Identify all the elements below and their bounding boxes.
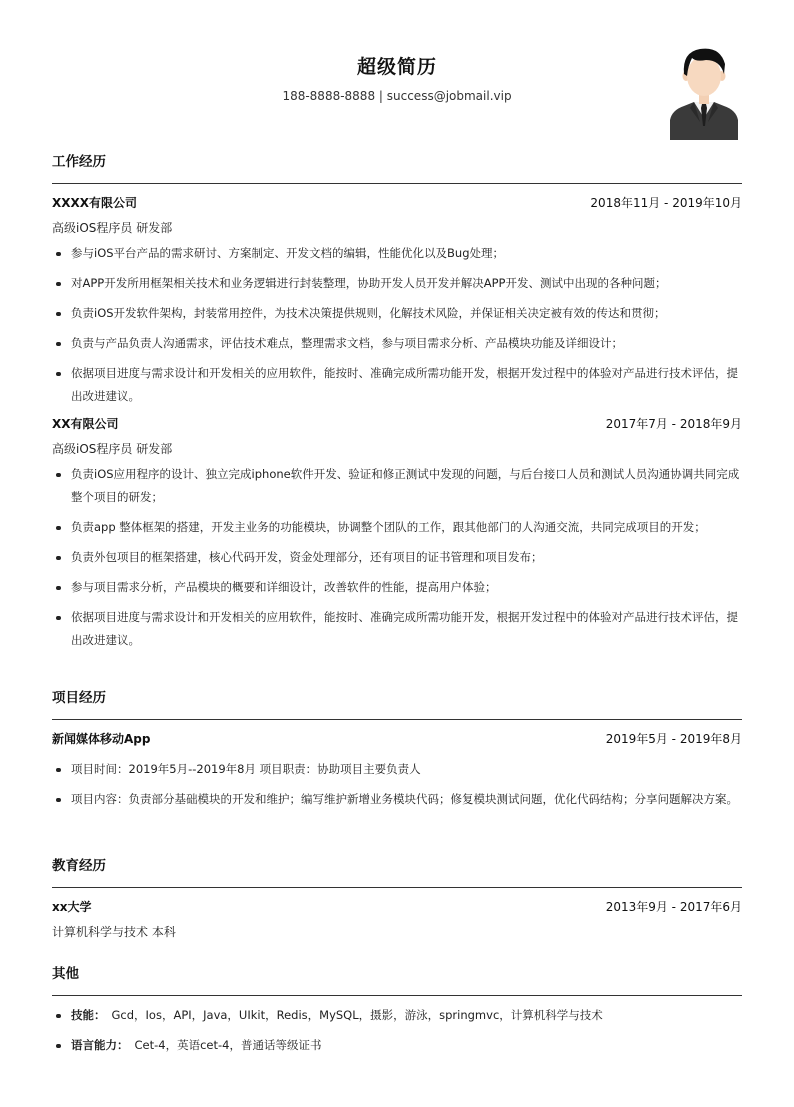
education-entry-header [52,895,742,920]
skills-label: 技能： [71,1008,106,1022]
major: 计算机科学与技术 本科 [52,925,176,939]
skills-item [52,1004,742,1027]
project-entry-header [52,727,742,752]
work-period: 2017年7月 - 2018年9月 [605,417,742,431]
work-entry-2-list [52,463,742,652]
other-section [52,960,742,1057]
list-item: 对APP开发所用框架相关技术和业务逻辑进行封装整理，协助开发人员开发并解决APP开发、测试中出现的各种问题； [52,272,742,295]
list-item: 依据项目进度与需求设计和开发相关的应用软件，能按时、准确完成所需功能开发，根据开发过程中的体验对产品进行技术评估，提出改进建议。 [52,606,742,652]
education-section [52,852,742,946]
work-entry-1-header [52,191,742,216]
company-name: XXXX有限公司 [52,196,138,210]
list-item: 参与iOS平台产品的需求研讨、方案制定、开发文档的编辑，性能优化以及Bug处理； [52,242,742,265]
project-section [52,684,742,811]
job-role: 高级iOS程序员 研发部 [52,221,173,235]
list-item: 项目内容：负责部分基础模块的开发和维护；编写维护新增业务模块代码；修复模块测试问题，优化代码结构；分享问题解决方案。 [52,788,742,811]
list-item: 负责与产品负责人沟通需求，评估技术难点，整理需求文档，参与项目需求分析、产品模块功能及详细设计； [52,332,742,355]
skills-value: Gcd，Ios，API，Java，UIkit，Redis，MySQL，摄影，游泳，springmvc，计算机科学与技术 [111,1008,603,1022]
work-entry-2-header [52,412,742,437]
project-section-title: 项目经历 [52,684,742,720]
list-item: 负责外包项目的框架搭建，核心代码开发，资金处理部分，还有项目的证书管理和项目发布； [52,546,742,569]
project-list [52,758,742,811]
project-period: 2019年5月 - 2019年8月 [605,732,742,746]
list-item: 参与项目需求分析，产品模块的概要和详细设计，改善软件的性能，提高用户体验； [52,576,742,599]
avatar-image [670,46,738,140]
list-item: 依据项目进度与需求设计和开发相关的应用软件，能按时、准确完成所需功能开发，根据开发过程中的体验对产品进行技术评估，提出改进建议。 [52,362,742,408]
job-role: 高级iOS程序员 研发部 [52,442,173,456]
school-name: xx大学 [52,900,92,914]
language-item [52,1034,742,1057]
list-item: 负责app 整体框架的搭建，开发主业务的功能模块，协调整个团队的工作，跟其他部门的人沟通交流，共同完成项目的开发； [52,516,742,539]
list-item: 负责iOS开发软件架构，封装常用控件，为技术决策提供规则，化解技术风险，并保证相关决定被有效的传达和贯彻； [52,302,742,325]
language-label: 语言能力： [71,1038,129,1052]
work-entry-1-list [52,242,742,408]
avatar [670,46,738,140]
resume-name: 超级简历 [356,56,437,78]
list-item: 项目时间：2019年5月--2019年8月 项目职责：协助项目主要负责人 [52,758,742,781]
project-name: 新闻媒体移动App [52,732,151,746]
contact-info: 188-8888-8888 | success@jobmail.vip [282,89,512,103]
education-section-title: 教育经历 [52,852,742,888]
work-period: 2018年11月 - 2019年10月 [590,196,742,210]
other-section-title: 其他 [52,960,742,996]
company-name: XX有限公司 [52,417,119,431]
list-item: 负责iOS应用程序的设计、独立完成iphone软件开发、验证和修正测试中发现的问题，与后台接口人员和测试人员沟通协调共同完成整个项目的研发； [52,463,742,509]
education-period: 2013年9月 - 2017年6月 [605,900,742,914]
work-section [52,148,742,652]
other-list [52,1004,742,1057]
work-section-title: 工作经历 [52,148,742,184]
language-value: Cet-4，英语cet-4，普通话等级证书 [134,1038,322,1052]
